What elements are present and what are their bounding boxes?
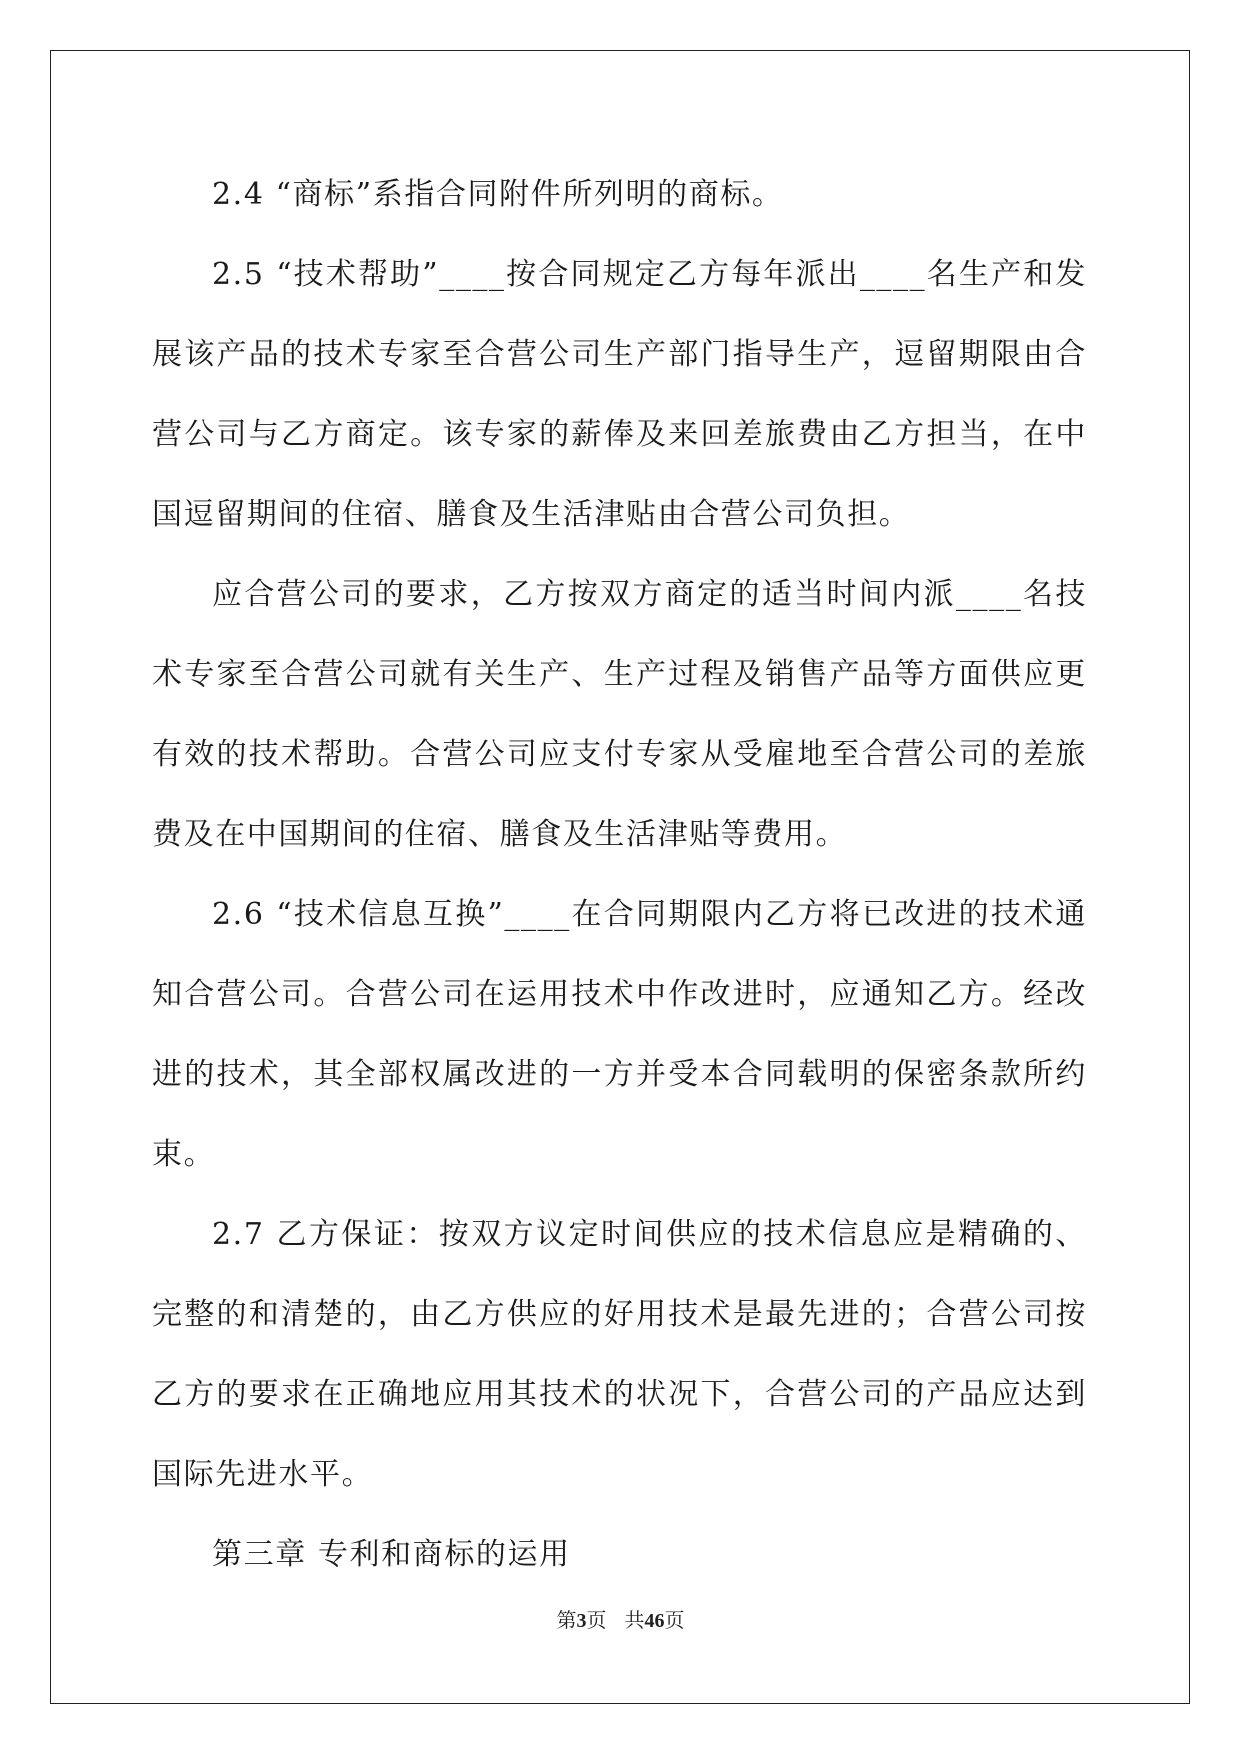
total-pages: 46 — [644, 1610, 665, 1632]
paragraph-2-7: 2.7 乙方保证：按双方议定时间供应的技术信息应是精确的、完整的和清楚的，由乙方供应的好用技术是最先进的；合营公司按乙方的要求在正确地应用其技术的状况下，合营公司的产品应达到国际先进水平。 — [152, 1217, 1087, 1492]
paragraph-2-6: 2.6 “技术信息互换”____在合同期限内乙方将已改进的技术通知合营公司。合营公司在运用技术中作改进时，应通知乙方。经改进的技术，其全部权属改进的一方并受本合同载明的保密条款所约束。 — [152, 897, 1087, 1172]
total-suffix: 页 — [664, 1608, 685, 1632]
page-footer — [0, 1604, 1241, 1633]
paragraph-2-5-continued: 应合营公司的要求，乙方按双方商定的适当时间内派____名技术专家至合营公司就有关生产、生产过程及销售产品等方面供应更有效的技术帮助。合营公司应支付专家从受雇地至合营公司的差旅费及在中国期间的住宿、膳食及生活津贴等费用。 — [152, 577, 1087, 852]
paragraph-2-4: 2.4 “商标”系指合同附件所列明的商标。 — [212, 177, 784, 212]
page-prefix: 第 — [556, 1608, 577, 1632]
document-body — [152, 155, 1087, 1595]
paragraph-2-5: 2.5 “技术帮助”____按合同规定乙方每年派出____名生产和发展该产品的技术专家至合营公司生产部门指导生产，逗留期限由合营公司与乙方商定。该专家的薪俸及来回差旅费由乙方担当，在中国逗留期间的住宿、膳食及生活津贴由合营公司负担。 — [152, 257, 1087, 532]
chapter-3-heading: 第三章 专利和商标的运用 — [212, 1537, 571, 1572]
page-suffix: 页 — [586, 1608, 607, 1632]
total-prefix: 共 — [624, 1608, 645, 1632]
page-number: 3 — [576, 1610, 587, 1632]
